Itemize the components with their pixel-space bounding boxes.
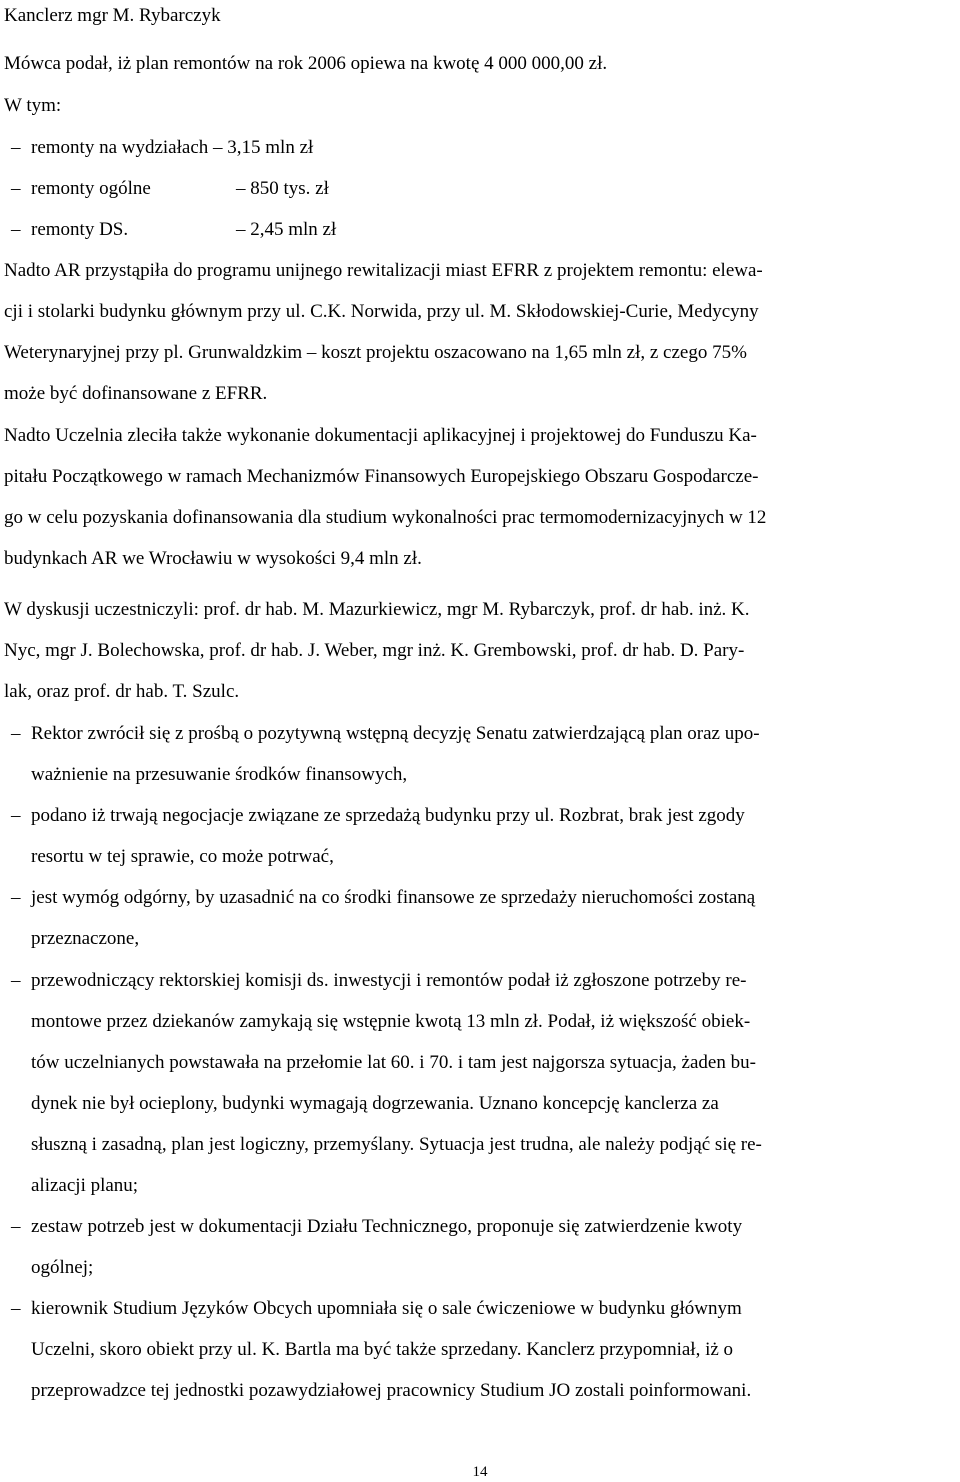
paragraph-line: lak, oraz prof. dr hab. T. Szulc. bbox=[4, 681, 240, 702]
item-line: podano iż trwają negocjacje związane ze sprzedażą budynku przy ul. Rozbrat, brak jest zgody bbox=[31, 805, 745, 826]
item-line: przeznaczone, bbox=[31, 928, 140, 949]
dash-bullet: – bbox=[11, 219, 21, 240]
item-line: alizacji planu; bbox=[31, 1175, 139, 1196]
intro-line-2: W tym: bbox=[4, 95, 62, 116]
dash-bullet: – bbox=[11, 887, 21, 908]
paragraph-line: go w celu pozyskania dofinansowania dla studium wykonalności prac termomodernizacyjnych w 12 bbox=[4, 507, 767, 528]
dash-bullet: – bbox=[11, 805, 21, 826]
budget-item-amount: – 850 tys. zł bbox=[236, 178, 329, 199]
dash-bullet: – bbox=[11, 178, 21, 199]
paragraph-line: budynkach AR we Wrocławiu w wysokości 9,4 mln zł. bbox=[4, 548, 422, 569]
intro-line-1: Mówca podał, iż plan remontów na rok 2006 opiewa na kwotę 4 000 000,00 zł. bbox=[4, 53, 608, 74]
paragraph-line: cji i stolarki budynku głównym przy ul. C.K. Norwida, przy ul. M. Skłodowskiej-Curie, Medycyny bbox=[4, 301, 759, 322]
dash-bullet: – bbox=[11, 970, 21, 991]
paragraph-line: W dyskusji uczestniczyli: prof. dr hab. M. Mazurkiewicz, mgr M. Rybarczyk, prof. dr hab. inż. K. bbox=[4, 599, 750, 620]
item-line: montowe przez dziekanów zamykają się wstępnie kwotą 13 mln zł. Podał, iż większość obiek- bbox=[31, 1011, 751, 1032]
paragraph-line: Nadto Uczelnia zleciła także wykonanie dokumentacji aplikacyjnej i projektowej do Funduszu Ka- bbox=[4, 425, 757, 446]
item-line: słuszną i zasadną, plan jest logiczny, przemyślany. Sytuacja jest trudna, ale należy podjąć się re- bbox=[31, 1134, 762, 1155]
dash-bullet: – bbox=[11, 723, 21, 744]
item-line: kierownik Studium Języków Obcych upomniała się o sale ćwiczeniowe w budynku głównym bbox=[31, 1298, 742, 1319]
item-line: tów uczelnianych powstawała na przełomie lat 60. i 70. i tam jest najgorsza sytuacja, żaden bu- bbox=[31, 1052, 756, 1073]
item-line: resortu w tej sprawie, co może potrwać, bbox=[31, 846, 334, 867]
item-line: Rektor zwrócił się z prośbą o pozytywną wstępną decyzję Senatu zatwierdzającą plan oraz upo- bbox=[31, 723, 760, 744]
dash-bullet: – bbox=[11, 1216, 21, 1237]
budget-item-label: remonty DS. bbox=[31, 219, 129, 240]
speaker-heading: Kanclerz mgr M. Rybarczyk bbox=[4, 5, 221, 26]
paragraph-line: Weterynaryjnej przy pl. Grunwaldzkim – koszt projektu oszacowano na 1,65 mln zł, z czego 75% bbox=[4, 342, 747, 363]
item-line: Uczelni, skoro obiekt przy ul. K. Bartla ma być także sprzedany. Kanclerz przypomniał, iż o bbox=[31, 1339, 734, 1360]
dash-bullet: – bbox=[11, 137, 21, 158]
page-number: 14 bbox=[472, 1464, 488, 1480]
item-line: zestaw potrzeb jest w dokumentacji Działu Technicznego, proponuje się zatwierdzenie kwoty bbox=[31, 1216, 743, 1237]
paragraph-line: Nyc, mgr J. Bolechowska, prof. dr hab. J. Weber, mgr inż. K. Grembowski, prof. dr hab. D. Pary- bbox=[4, 640, 745, 661]
dash-bullet: – bbox=[11, 1298, 21, 1319]
paragraph-line: może być dofinansowane z EFRR. bbox=[4, 383, 268, 404]
item-line: przewodniczący rektorskiej komisji ds. inwestycji i remontów podał iż zgłoszone potrzeby re- bbox=[31, 970, 747, 991]
paragraph-line: pitału Początkowego w ramach Mechanizmów Finansowych Europejskiego Obszaru Gospodarcze- bbox=[4, 466, 759, 487]
item-line: jest wymóg odgórny, by uzasadnić na co środki finansowe ze sprzedaży nieruchomości zostaną bbox=[31, 887, 756, 908]
item-line: ważnienie na przesuwanie środków finansowych, bbox=[31, 764, 408, 785]
budget-item-amount: – 2,45 mln zł bbox=[236, 219, 337, 240]
paragraph-line: Nadto AR przystąpiła do programu unijnego rewitalizacji miast EFRR z projektem remontu: elewa- bbox=[4, 260, 763, 281]
item-line: dynek nie był ocieplony, budynki wymagają dogrzewania. Uznano koncepcję kanclerza za bbox=[31, 1093, 719, 1114]
item-line: ogólnej; bbox=[31, 1257, 94, 1278]
item-line: przeprowadzce tej jednostki pozawydziałowej pracownicy Studium JO zostali poinformowani. bbox=[31, 1380, 752, 1401]
budget-item-label: remonty ogólne bbox=[31, 178, 151, 199]
budget-item-label: remonty na wydziałach – 3,15 mln zł bbox=[31, 137, 314, 158]
